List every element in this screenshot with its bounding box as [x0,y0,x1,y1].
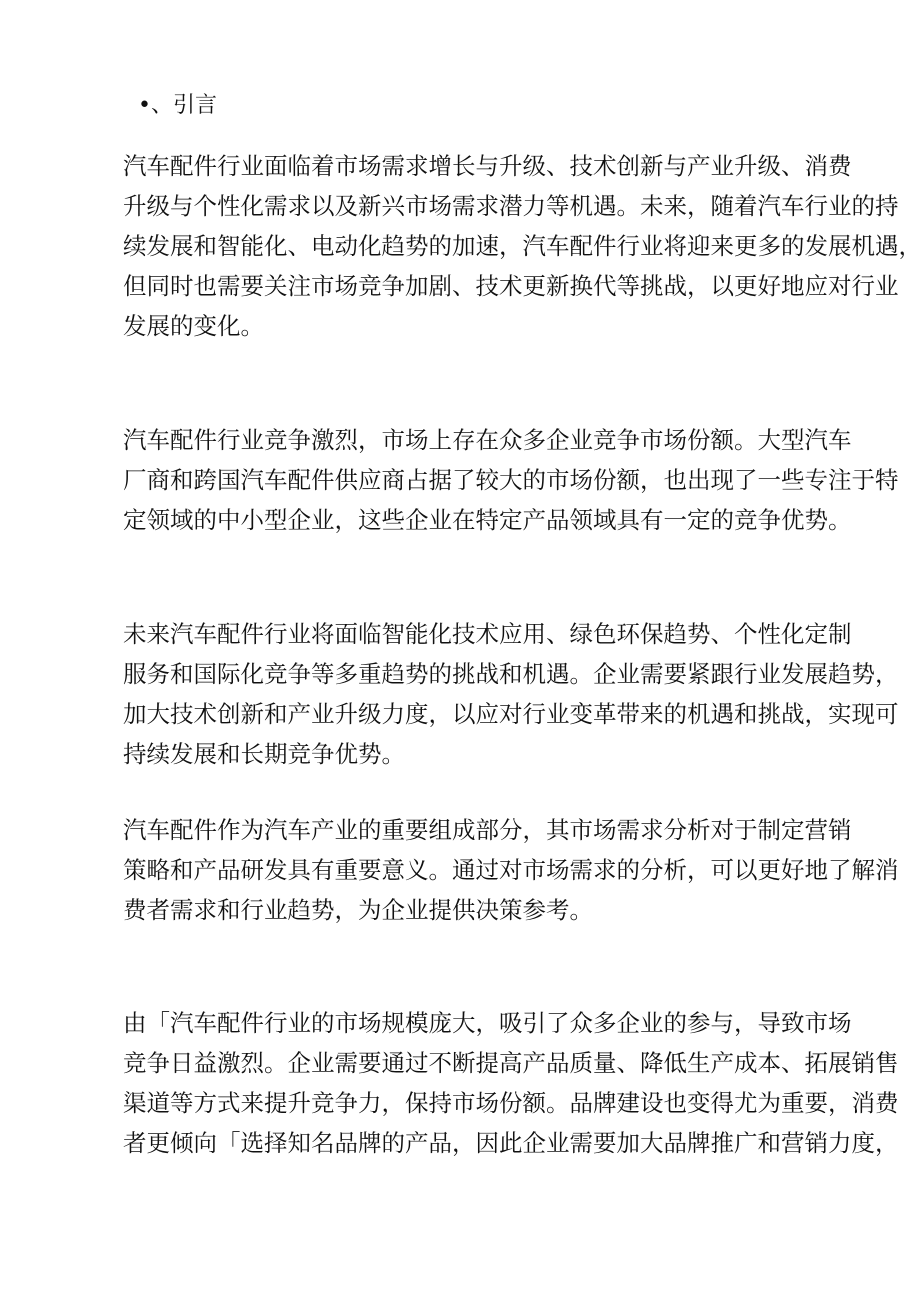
paragraph-line: 汽车配件行业面临着市场需求增长与升级、技术创新与产业升级、消费 [123,152,852,180]
paragraph-line: 发展的变化。 [123,312,264,340]
paragraph-line: 加大技术创新和产业升级力度，以应对行业变革带来的机遇和挑战，实现可 [123,700,899,728]
paragraph-3 [123,614,899,774]
paragraph-2 [123,420,899,540]
paragraph-line: 策略和产品研发具有重要意义。通过对市场需求的分析，可以更好地了解消 [123,856,899,884]
paragraph-line: 服务和国际化竞争等多重趋势的挑战和机遇。企业需要紧跟行业发展趋势， [123,660,899,688]
paragraph-1 [123,146,922,346]
paragraph-line: 费者需求和行业趋势，为企业提供决策参考。 [123,896,593,924]
paragraph-line: 竞争日益激烈。企业需要通过不断提高产品质量、降低生产成本、拓展销售 [123,1049,899,1077]
paragraph-line: 厂商和跨国汽车配件供应商占据了较大的市场份额，也出现了一些专注于特 [123,466,899,494]
paragraph-line: 者更倾向「选择知名品牌的产品，因此企业需要加大品牌推广和营销力度， [123,1129,899,1157]
paragraph-line: 定领域的中小型企业，这些企业在特定产品领域具有一定的竞争优势。 [123,506,852,534]
paragraph-line: 未来汽车配件行业将面临智能化技术应用、绿色环保趋势、个性化定制 [123,620,852,648]
paragraph-line: 渠道等方式来提升竞争力，保持市场份额。品牌建设也变得尤为重要，消费 [123,1089,899,1117]
paragraph-5 [123,1003,899,1163]
paragraph-line: 续发展和智能化、电动化趋势的加速，汽车配件行业将迎来更多的发展机遇， [123,232,922,260]
paragraph-line: 但同时也需要关注市场竞争加剧、技术更新换代等挑战，以更好地应对行业 [123,272,899,300]
paragraph-line: 由「汽车配件行业的市场规模庞大，吸引了众多企业的参与，导致市场 [123,1009,852,1037]
paragraph-line: 汽车配件作为汽车产业的重要组成部分，其市场需求分析对于制定营销 [123,816,852,844]
section-heading: •、引言 [138,93,217,118]
paragraph-4 [123,810,899,930]
paragraph-line: 升级与个性化需求以及新兴市场需求潜力等机遇。未来，随着汽车行业的持 [123,192,899,220]
paragraph-line: 汽车配件行业竞争激烈，市场上存在众多企业竞争市场份额。大型汽车 [123,426,852,454]
paragraph-line: 持续发展和长期竞争优势。 [123,740,405,768]
